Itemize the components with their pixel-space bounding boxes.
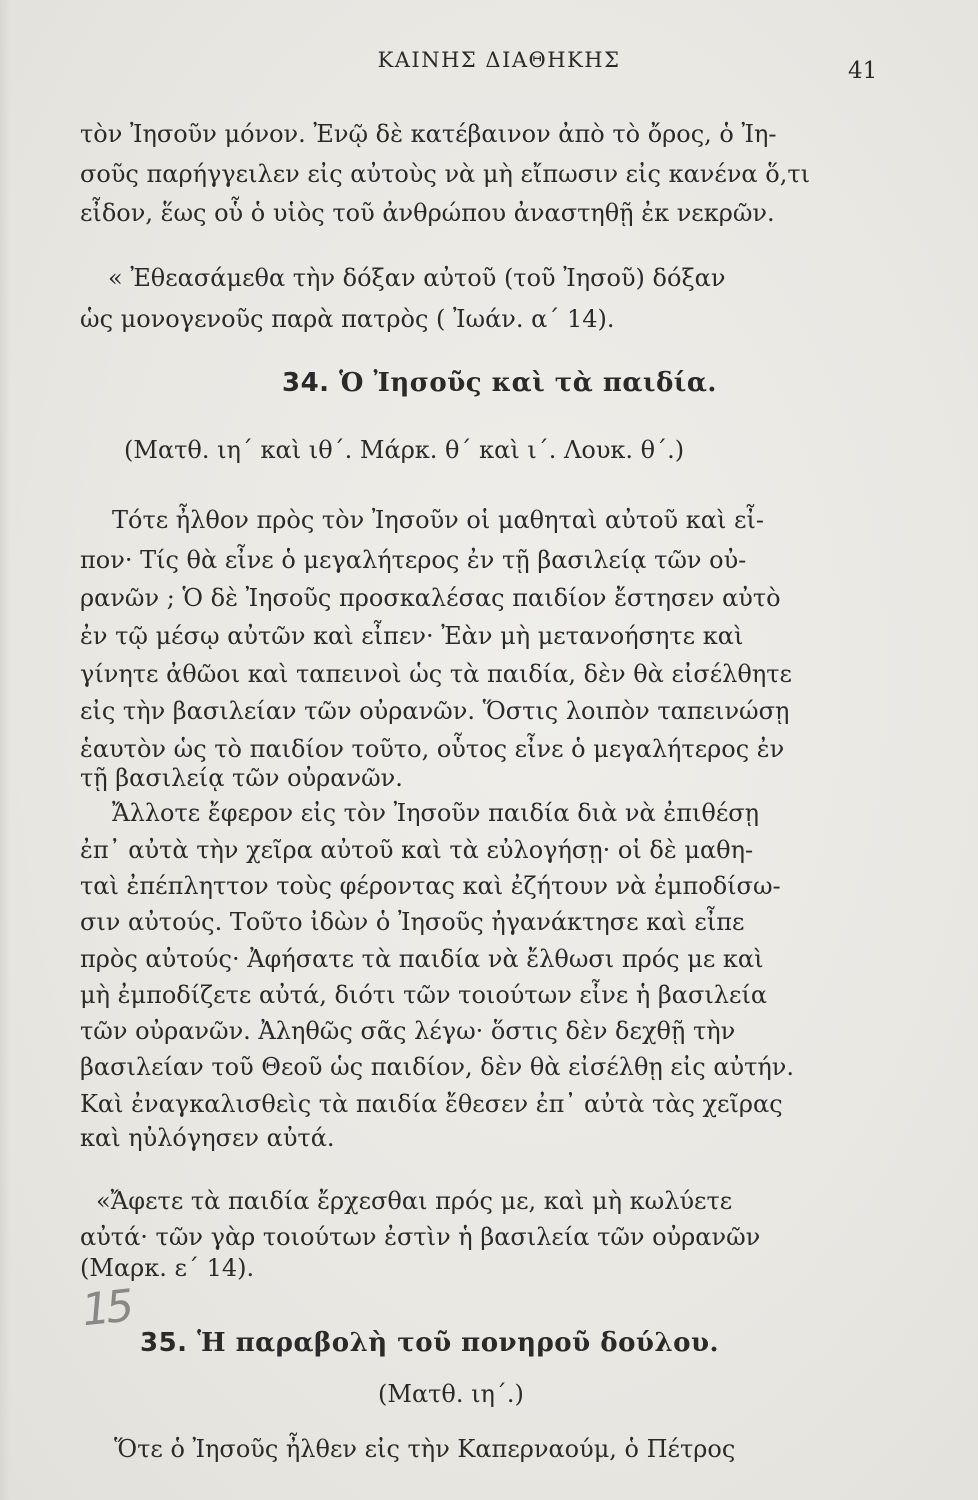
text-line: τῇ βασιλείᾳ τῶν οὐρανῶν. [80, 764, 403, 792]
text-line: τὸν Ἰησοῦν μόνον. Ἐνῷ δὲ κατέβαινον ἀπὸ τὸ ὄρος, ὁ Ἰη- [80, 120, 777, 148]
quote-line: « Ἐθεασάμεθα τὴν δόξαν αὐτοῦ (τοῦ Ἰησοῦ) δόξαν [108, 264, 726, 292]
text-line: ἐν τῷ μέσῳ αὐτῶν καὶ εἶπεν· Ἐὰν μὴ μετανοήσητε καὶ [80, 622, 744, 650]
text-line: τῶν οὐρανῶν. Ἀληθῶς σᾶς λέγω· ὅστις δὲν δεχθῇ τὴν [80, 1017, 736, 1045]
section-heading-35 [140, 1328, 719, 1358]
quote-line: ὡς μονογενοῦς παρὰ πατρὸς ( Ἰωάν. α΄ 14). [80, 305, 615, 333]
text-line: ἐπ᾽ αὐτὰ τὴν χεῖρα αὐτοῦ καὶ τὰ εὐλογήσῃ· οἱ δὲ μαθη- [80, 836, 754, 864]
quote-line: (Μαρκ. ε΄ 14). [80, 1254, 255, 1282]
pencil-annotation: 15 [79, 1280, 133, 1337]
section-heading-34 [282, 368, 717, 398]
page-number: 41 [848, 58, 878, 84]
text-line: εἶδον, ἕως οὗ ὁ υἱὸς τοῦ ἀνθρώπου ἀναστηθῇ ἐκ νεκρῶν. [80, 199, 775, 227]
text-line: εἰς τὴν βασιλείαν τῶν οὐρανῶν. Ὅστις λοιπὸν ταπεινώσῃ [80, 697, 790, 725]
text-line: Ὅτε ὁ Ἰησοῦς ἦλθεν εἰς τὴν Καπερναούμ, ὁ Πέτρος [114, 1435, 736, 1463]
text-line: ταὶ ἐπέπληττον τοὺς φέροντας καὶ ἐζήτουν νὰ ἐμποδίσω- [80, 872, 781, 900]
text-line: Ἄλλοτε ἔφερον εἰς τὸν Ἰησοῦν παιδία διὰ νὰ ἐπιθέσῃ [112, 799, 760, 827]
running-head: ΚΑΙΝΗΣ ΔΙΑΘΗΚΗΣ [377, 48, 621, 72]
section-title: Ἡ παραβολὴ τοῦ πονηροῦ δούλου. [197, 1328, 720, 1358]
section-title: Ὁ Ἰησοῦς καὶ τὰ παιδία. [339, 368, 717, 398]
text-line: πον· Τίς θὰ εἶνε ὁ μεγαλήτερος ἐν τῇ βασιλείᾳ τῶν οὐ- [80, 546, 747, 574]
text-line: σιν αὐτούς. Τοῦτο ἰδὼν ὁ Ἰησοῦς ἠγανάκτησε καὶ εἶπε [80, 908, 745, 936]
quote-line: «Ἄφετε τὰ παιδία ἔρχεσθαι πρός με, καὶ μὴ κωλύετε [96, 1187, 733, 1215]
quote-line: αὐτά· τῶν γὰρ τοιούτων ἐστὶν ἡ βασιλεία τῶν οὐρανῶν [80, 1223, 761, 1251]
section-number: 35. [140, 1328, 188, 1358]
text-line: μὴ ἐμποδίζετε αὐτά, διότι τῶν τοιούτων εἶνε ἡ βασιλεία [80, 981, 768, 1009]
section-references: (Ματθ. ιη΄.) [378, 1380, 524, 1408]
text-line: καὶ ηὐλόγησεν αὐτά. [80, 1124, 335, 1152]
text-line: πρὸς αὐτούς· Ἀφήσατε τὰ παιδία νὰ ἔλθωσι πρός με καὶ [80, 945, 764, 973]
text-line: βασιλείαν τοῦ Θεοῦ ὡς παιδίον, δὲν θὰ εἰσέλθῃ εἰς αὐτήν. [80, 1053, 795, 1081]
text-line: ἑαυτὸν ὡς τὸ παιδίον τοῦτο, οὗτος εἶνε ὁ μεγαλήτερος ἐν [80, 735, 785, 763]
text-line: Τότε ἦλθον πρὸς τὸν Ἰησοῦν οἱ μαθηταὶ αὐτοῦ καὶ εἶ- [112, 506, 764, 534]
text-line: σοῦς παρήγγειλεν εἰς αὐτοὺς νὰ μὴ εἴπωσιν εἰς κανένα ὅ,τι [80, 160, 811, 188]
section-references: (Ματθ. ιη΄ καὶ ιθ΄. Μάρκ. θ΄ καὶ ι΄. Λουκ. θ΄.) [124, 436, 685, 464]
text-line: Καὶ ἐναγκαλισθεὶς τὰ παιδία ἔθεσεν ἐπ᾽ αὐτὰ τὰς χεῖρας [80, 1090, 783, 1118]
text-line: ρανῶν ; Ὁ δὲ Ἰησοῦς προσκαλέσας παιδίον ἔστησεν αὐτὸ [80, 584, 781, 612]
section-number: 34. [282, 368, 330, 398]
page-gutter-shadow [0, 0, 10, 1500]
text-line: γίνητε ἀθῶοι καὶ ταπεινοὶ ὡς τὰ παιδία, δὲν θὰ εἰσέλθητε [80, 660, 792, 688]
